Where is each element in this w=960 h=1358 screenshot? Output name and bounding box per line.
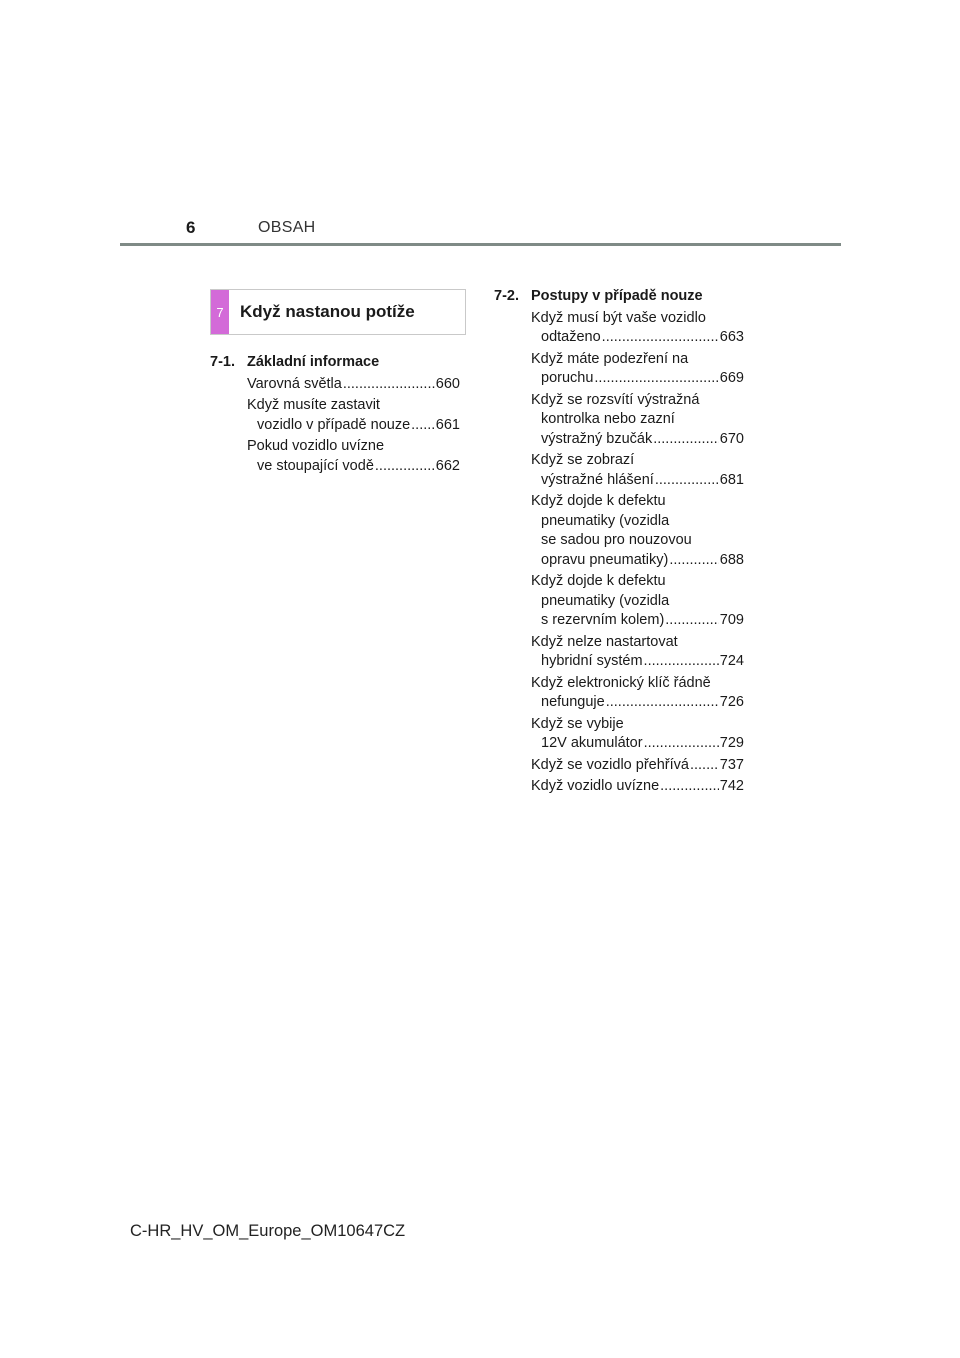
page-number: 6 [186, 218, 196, 237]
toc-entry-text: Když nelze nastartovat [531, 633, 678, 650]
chapter-box [210, 289, 466, 335]
header-rule [120, 243, 841, 246]
toc-entry[interactable] [531, 350, 744, 389]
toc-entry-text: Když musí být vaše vozidlo [531, 309, 706, 326]
section-heading [494, 287, 744, 307]
toc-page-number: 669 [719, 370, 744, 386]
toc-entry-line [531, 611, 744, 631]
toc-entry-line [531, 328, 744, 348]
toc-entry-text: kontrolka nebo zazní [541, 411, 675, 427]
toc-page-number: 681 [719, 471, 744, 488]
toc-entry-line [247, 375, 460, 395]
toc-entry-text: pneumatiky (vozidla [541, 512, 670, 529]
toc-entry[interactable] [531, 309, 744, 348]
toc-entry-text: odtaženo [541, 329, 601, 345]
toc-entry-text: Když se rozsvítí výstražná [531, 391, 700, 408]
toc-entry-text: vozidlo v případě nouze [257, 416, 411, 433]
toc-entry-text: 12V akumulátor [541, 735, 643, 751]
toc-entry-text: Když se vozidlo přehřívá [531, 756, 689, 773]
toc-entry-line [531, 350, 744, 370]
toc-entry-line [531, 309, 744, 329]
toc-entry-line [247, 416, 460, 436]
section-number: 7-1. [210, 354, 235, 370]
toc-page-number: 688 [719, 551, 744, 568]
toc-entry-text: Když se vybije [531, 715, 624, 732]
dot-leader [660, 777, 719, 797]
toc-entry-line [531, 572, 744, 592]
toc-entry[interactable] [531, 715, 744, 754]
dot-leader [644, 734, 719, 754]
dot-leader [606, 693, 719, 713]
dot-leader [690, 756, 719, 776]
toc-page-number: 663 [719, 329, 744, 345]
toc-entry-line [531, 410, 744, 430]
toc-entry-text: pneumatiky (vozidla [541, 592, 670, 609]
dot-leader [602, 328, 719, 348]
section-title: Základní informace [247, 354, 380, 370]
toc-entry-line [531, 369, 744, 389]
toc-entry-text: se sadou pro nouzovou [541, 532, 692, 548]
toc-entry-line [247, 437, 460, 457]
toc-entry[interactable] [531, 633, 744, 672]
chapter-title: Když nastanou potíže [240, 302, 415, 321]
dot-leader [655, 471, 719, 491]
dot-leader [594, 369, 718, 389]
toc-entry[interactable] [531, 572, 744, 631]
toc-entry-line [247, 396, 460, 416]
toc-entry-line [531, 592, 744, 612]
toc-entry-text: Když elektronický klíč řádně [531, 674, 711, 691]
toc-page-number: 737 [719, 756, 744, 773]
toc-entry[interactable] [531, 777, 744, 797]
toc-page-number: 724 [719, 653, 744, 669]
toc-entry-line [531, 756, 744, 776]
toc-page-number: 670 [719, 430, 744, 447]
toc-entry-line [531, 531, 744, 551]
toc-entry-line [531, 633, 744, 653]
section-title: Postupy v případě nouze [531, 288, 703, 304]
toc-entry[interactable] [247, 375, 460, 395]
toc-entry-line [531, 734, 744, 754]
toc-entry-line [531, 451, 744, 471]
toc-column-right [494, 287, 744, 799]
toc-entry-text: Pokud vozidlo uvízne [247, 438, 385, 454]
toc-page-number: 660 [435, 375, 460, 392]
header-title: OBSAH [258, 219, 316, 236]
toc-entry[interactable] [247, 396, 460, 435]
toc-page-number: 726 [719, 694, 744, 710]
dot-leader [411, 416, 435, 436]
toc-entry-text: poruchu [541, 370, 594, 386]
toc-page-number: 709 [719, 612, 744, 628]
toc-entry-line [531, 471, 744, 491]
toc-entry[interactable] [531, 756, 744, 776]
toc-entry-text: výstražný bzučák [541, 430, 653, 447]
toc-entry[interactable] [531, 492, 744, 570]
toc-entry-text: ve stoupající vodě [257, 457, 374, 474]
toc-entry-line [531, 551, 744, 571]
toc-entry-text: Varovná světla [247, 375, 342, 392]
toc-entry-text: s rezervním kolem) [541, 612, 665, 628]
dot-leader [343, 375, 435, 395]
dot-leader [665, 611, 719, 631]
toc-entry[interactable] [531, 451, 744, 490]
footer-doc-id: C-HR_HV_OM_Europe_OM10647CZ [130, 1222, 406, 1240]
dot-leader [375, 457, 435, 477]
toc-entry-line [531, 693, 744, 713]
toc-entry-text: výstražné hlášení [541, 471, 654, 488]
toc-entry-text: opravu pneumatiky) [541, 551, 669, 568]
toc-entry-text: Když máte podezření na [531, 350, 689, 367]
toc-entry-line [531, 652, 744, 672]
toc-entry-line [531, 391, 744, 411]
toc-entry-text: Když musíte zastavit [247, 397, 380, 413]
dot-leader [644, 652, 719, 672]
toc-entry[interactable] [247, 437, 460, 476]
toc-entry-text: hybridní systém [541, 653, 643, 669]
toc-entry-text: Když dojde k defektu [531, 493, 666, 509]
toc-entry-line [531, 715, 744, 735]
toc-column-left [210, 353, 460, 478]
toc-entry-line [531, 777, 744, 797]
toc-entry-line [247, 457, 460, 477]
toc-page-number: 661 [435, 416, 460, 433]
toc-entry-line [531, 674, 744, 694]
section-heading [210, 353, 460, 373]
toc-entry[interactable] [531, 391, 744, 450]
toc-entry-text: nefunguje [541, 694, 605, 710]
toc-entry-text: Když dojde k defektu [531, 573, 666, 589]
dot-leader [653, 430, 719, 450]
toc-entry-line [531, 512, 744, 532]
toc-entry-line [531, 430, 744, 450]
toc-page-number: 662 [435, 457, 460, 474]
chapter-tab: 7 [211, 290, 229, 334]
dot-leader [669, 551, 718, 571]
toc-entry-text: Když se zobrazí [531, 452, 635, 468]
toc-entry-text: Když vozidlo uvízne [531, 778, 660, 794]
toc-page-number: 729 [719, 735, 744, 751]
toc-page-number: 742 [719, 778, 744, 794]
toc-entry[interactable] [531, 674, 744, 713]
section-number: 7-2. [494, 288, 519, 304]
toc-entry-line [531, 492, 744, 512]
